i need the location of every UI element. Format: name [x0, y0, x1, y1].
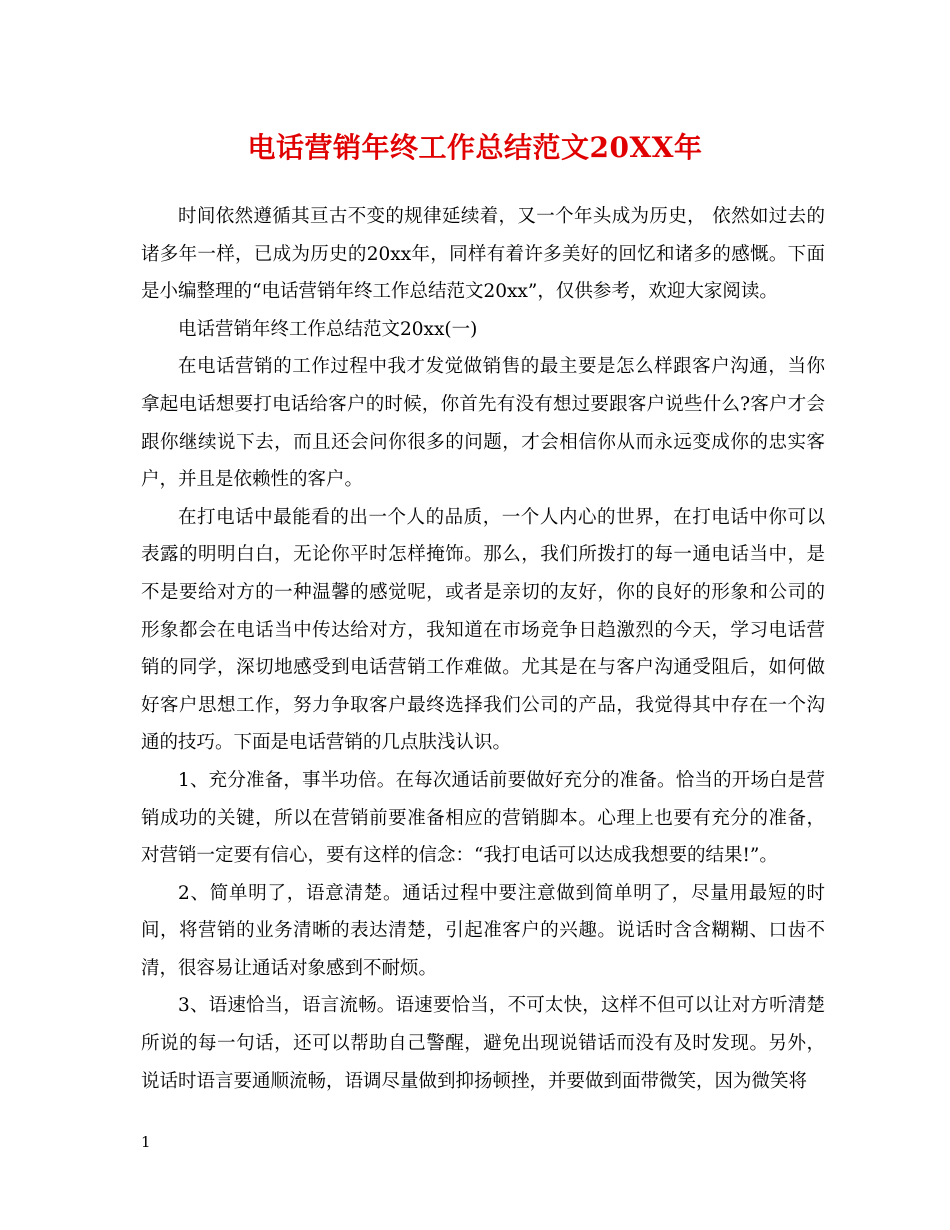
paragraph-quality: 在打电话中最能看的出一个人的品质，一个人内心的世界，在打电话中你可以表露的明明白白，无论你平时怎样掩饰。那么，我们所拨打的每一通电话当中，是不是要给对方的一种温馨的感觉呢，或者是亲切的友好，你的良好的形象和公司的形象都会在电话当中传达给对方，我知道在市场竞争日趋激烈的今天，学习电话营销的同学，深切地感受到电话营销工作难做。尤其是在与客户沟通受阻后，如何做好客户思想工作，努力争取客户最终选择我们公司的产品，我觉得其中存在一个沟通的技巧。下面是电话营销的几点肤浅认识。 [141, 506, 825, 754]
section-heading: 电话营销年终工作总结范文20xx(一) [178, 318, 478, 340]
document-title: 电话营销年终工作总结范文20XX年 [247, 131, 703, 164]
paragraph-communication: 在电话营销的工作过程中我才发觉做销售的最主要是怎么样跟客户沟通，当你拿起电话想要打电话给客户的时候，你首先有没有想过要跟客户说些什么?客户才会跟你继续说下去，而且还会问你很多的问题，才会相信你从而永远变成你的忠实客户，并且是依赖性的客户。 [141, 356, 825, 491]
paragraph-point-2: 2、简单明了，语意清楚。通话过程中要注意做到简单明了，尽量用最短的时间，将营销的业务清晰的表达清楚，引起准客户的兴趣。说话时含含糊糊、口齿不清，很容易让通话对象感到不耐烦。 [141, 882, 825, 979]
document-body [141, 198, 825, 1100]
paragraph-point-3: 3、语速恰当，语言流畅。语速要恰当，不可太快，这样不但可以让对方听清楚所说的每一句话，还可以帮助自己警醒，避免出现说错话而没有及时发现。另外，说话时语言要通顺流畅，语调尽量做到抑扬顿挫，并要做到面带微笑，因为微笑将 [141, 995, 825, 1092]
paragraph-point-1: 1、充分准备，事半功倍。在每次通话前要做好充分的准备。恰当的开场白是营销成功的关键，所以在营销前要准备相应的营销脚本。心理上也要有充分的准备，对营销一定要有信心，要有这样的信念：“我打电话可以达成我想要的结果!”。 [141, 769, 825, 867]
paragraph-intro: 时间依然遵循其亘古不变的规律延续着，又一个年头成为历史， 依然如过去的诸多年一样，已成为历史的20xx年，同样有着许多美好的回忆和诸多的感慨。下面是小编整理的“电话营销年终工作总结范文20xx”，仅供参考，欢迎大家阅读。 [141, 206, 825, 303]
page-number: 1 [141, 1133, 151, 1151]
